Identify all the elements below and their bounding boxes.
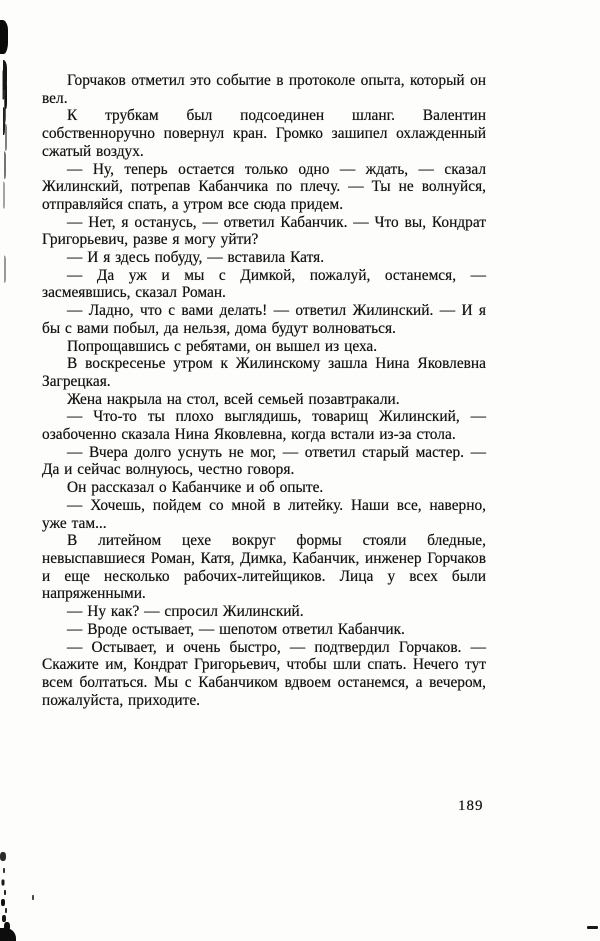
paragraph: Попрощавшись с ребятами, он вышел из цеха.: [67, 337, 378, 355]
paragraph: — Хочешь, пойдем со мной в литейку. Наши все, наверно, уже там...: [42, 496, 486, 532]
page-number: 189: [458, 798, 484, 814]
paragraph: — Да уж и мы с Димкой, пожалуй, останемся, — засмеявшись, сказал Роман.: [42, 266, 486, 302]
paragraph: Жена накрыла на стол, всей семьей позавтракали.: [67, 390, 400, 408]
scan-dash-right: [587, 926, 598, 929]
scan-smudge-top-left: [0, 20, 8, 54]
paragraph: — Ну, теперь остается только одно — ждать, — сказал Жилинский, потрепав Кабанчика по плечу. — Ты не волнуйся, отправляйся спать, а утром все сюда придем.: [42, 160, 486, 213]
paragraph: К трубкам был подсоединен шланг. Валентин собственноручно повернул кран. Громко зашипел охлажденный сжатый воздух.: [42, 107, 486, 160]
paragraph: — Вроде остывает, — шепотом ответил Кабанчик.: [67, 620, 405, 638]
paragraph: В литейном цехе вокруг формы стояли бледные, невыспавшиеся Роман, Катя, Димка, Кабанчик, инженер Горчаков и еще несколько рабочих-литейщиков. Лица у всех были напряженными.: [42, 532, 486, 603]
paragraph: — Ну как? — спросил Жилинский.: [67, 603, 304, 621]
paragraph: Он рассказал о Кабанчике и об опыте.: [67, 479, 324, 497]
paragraph: — Ладно, что с вами делать! — ответил Жилинский. — И я бы с вами побыл, да нельзя, дома будут волноваться.: [42, 302, 486, 337]
page-text: [42, 72, 486, 709]
paragraph: — Вчера долго уснуть не мог, — ответил старый мастер. — Да и сейчас волнуюсь, честно говоря.: [42, 443, 486, 479]
paragraph: — Нет, я останусь, — ответил Кабанчик. — Что вы, Кондрат Григорьевич, разве я могу уйти?: [42, 213, 486, 249]
paragraph: Горчаков отметил это событие в протоколе опыта, который он вел.: [42, 72, 486, 107]
scan-smudge-bottom-left: [0, 852, 6, 861]
paragraph: В воскресенье утром к Жилинскому зашла Нина Яковлевна Загрецкая.: [42, 355, 486, 390]
paragraph: — Остывает, и очень быстро, — подтвердил Горчаков. — Скажите им, Кондрат Григорьевич, чтобы шли спать. Нечего тут всем болтаться. Мы с Кабанчиком вдвоем останемся, а вечером, пожалуйста, приходите.: [42, 638, 486, 709]
paragraph: — И я здесь побуду, — вставила Катя.: [67, 249, 325, 267]
paragraph: — Что-то ты плохо выглядишь, товарищ Жилинский, — озабоченно сказала Нина Яковлевна, когда встали из-за стола.: [42, 408, 486, 444]
scan-corner-mark: [0, 928, 16, 941]
